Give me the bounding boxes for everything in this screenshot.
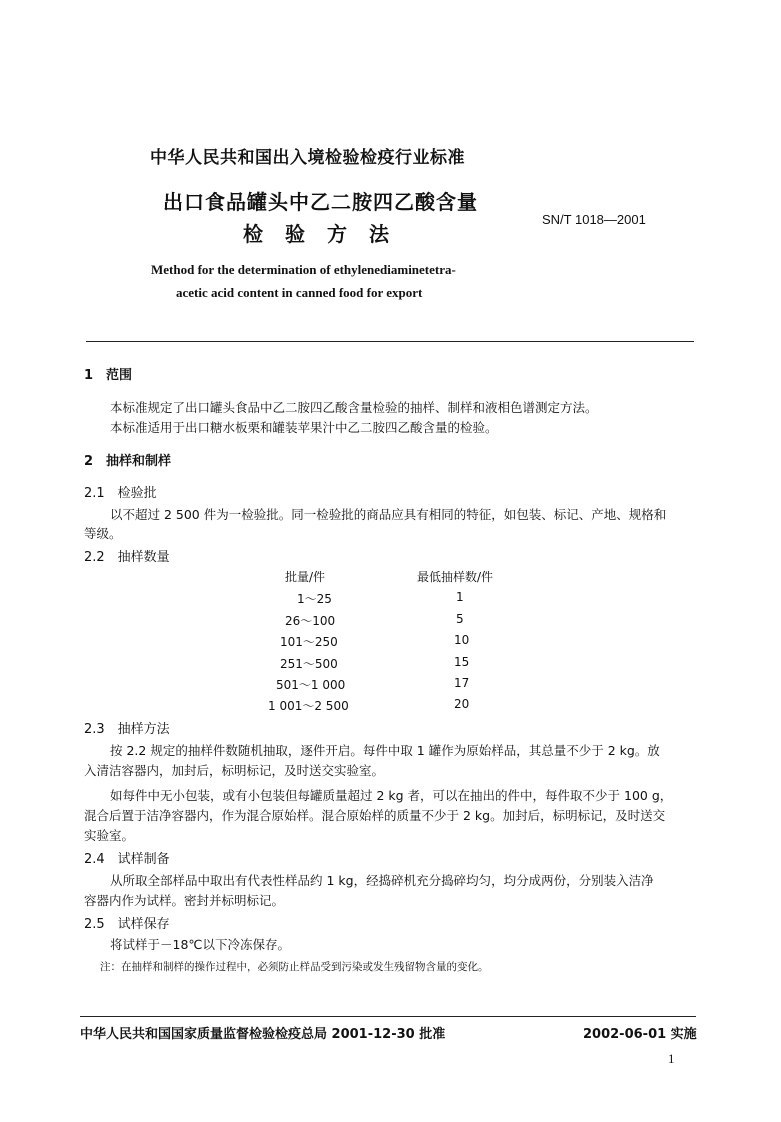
subsection-2-3-heading: 2.3 抽样方法 [84,722,170,737]
issuing-organization: 中华人民共和国出入境检验检疫行业标准 [150,148,465,168]
standard-number: SN/T 1018—2001 [542,212,646,227]
paragraph: 以不超过 2 500 件为一检验批。同一检验批的商品应具有相同的特征，如包装、标记、产地、规格和 [110,507,667,522]
paragraph: 本标准规定了出口罐头食品中乙二胺四乙酸含量检验的抽样、制样和液相色谱测定方法。 [110,400,598,415]
section-2-heading: 2 抽样和制样 [84,454,172,469]
table-cell-samples: 5 [456,612,464,626]
english-title: Method for the determination of ethylenediaminetetra- [151,262,456,277]
note: 注：在抽样和制样的操作过程中，必须防止样品受到污染或发生残留物含量的变化。 [100,961,489,973]
table-cell-samples: 15 [454,655,470,669]
implementation-date: 2002-06-01 实施 [583,1027,697,1042]
table-header-batch: 批量/件 [285,570,326,584]
section-1-heading: 1 范围 [84,368,133,383]
english-title-line2: acetic acid content in canned food for export [176,285,423,300]
paragraph: 容器内作为试样。密封并标明标记。 [84,893,285,908]
table-cell-batch: 1 001～2 500 [268,699,349,713]
paragraph: 如每件中无小包装，或有小包装但每罐质量超过 2 kg 者，可以在抽出的件中，每件取不少于 100 g， [110,788,673,803]
approval-line: 中华人民共和国国家质量监督检验检疫总局 2001-12-30 批准 [80,1027,446,1042]
table-cell-samples: 10 [454,633,470,647]
table-cell-batch: 501～1 000 [276,678,346,692]
paragraph: 实验室。 [84,828,135,843]
subsection-2-4-heading: 2.4 试样制备 [84,852,170,867]
subsection-2-5-heading: 2.5 试样保存 [84,917,170,932]
table-header-samples: 最低抽样数/件 [417,570,494,584]
document-title: 出口食品罐头中乙二胺四乙酸含量 [163,190,478,214]
paragraph: 等级。 [84,526,122,541]
document-title-line2: 检验方法 [243,222,411,246]
paragraph: 入清洁容器内，加封后，标明标记，及时送交实验室。 [84,763,385,778]
subsection-2-1-heading: 2.1 检验批 [84,486,157,501]
table-cell-batch: 26～100 [285,614,336,628]
page-number: 1 [668,1051,675,1066]
paragraph: 本标准适用于出口糖水板栗和罐装苹果汁中乙二胺四乙酸含量的检验。 [110,420,498,435]
table-cell-samples: 20 [454,697,470,711]
paragraph: 将试样于－18℃以下冷冻保存。 [110,937,290,952]
table-cell-batch: 1～25 [297,592,332,606]
table-cell-samples: 1 [456,590,464,604]
subsection-2-2-heading: 2.2 抽样数量 [84,550,170,565]
footer-divider [80,1016,696,1017]
header-divider [86,341,694,342]
table-cell-batch: 251～500 [280,657,338,671]
paragraph: 从所取全部样品中取出有代表性样品约 1 kg，经捣碎机充分捣碎均匀，均分成两份，分别装入洁净 [110,873,654,888]
paragraph: 混合后置于洁净容器内，作为混合原始样。混合原始样的质量不少于 2 kg。加封后，标明标记，及时送交 [84,808,666,823]
table-cell-batch: 101～250 [280,635,338,649]
table-cell-samples: 17 [454,676,470,690]
paragraph: 按 2.2 规定的抽样件数随机抽取，逐件开启。每件中取 1 罐作为原始样品，其总量不少于 2 kg。放 [110,743,660,758]
